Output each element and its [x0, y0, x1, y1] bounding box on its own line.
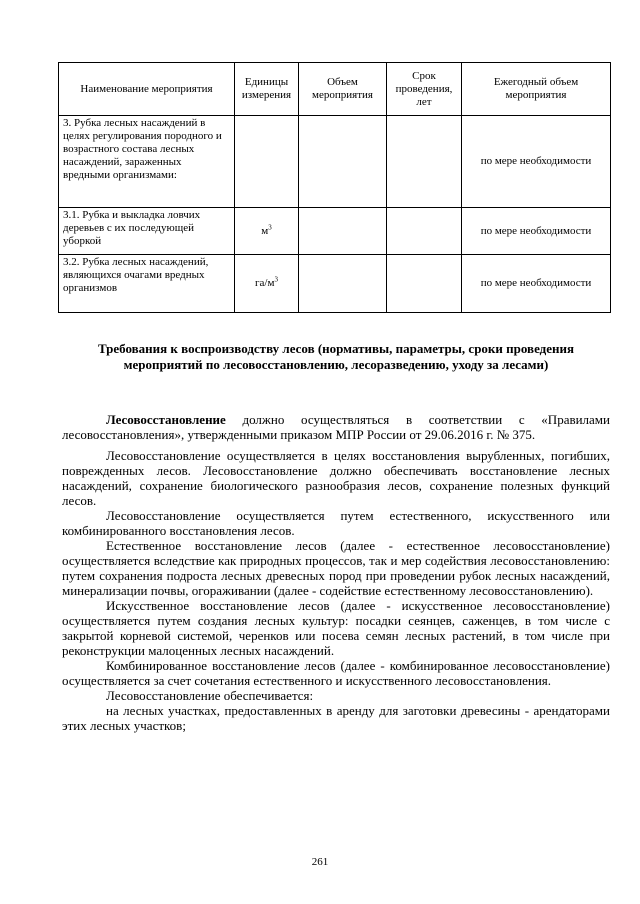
row-term	[387, 208, 462, 255]
row-unit	[235, 116, 299, 208]
bold-term: Лесовосстановление	[106, 412, 226, 427]
table-header-row	[59, 63, 611, 116]
row-annual: по мере необходимости	[462, 208, 611, 255]
row-term	[387, 116, 462, 208]
body-text	[62, 412, 610, 733]
row-unit: $м^3$	[235, 208, 299, 255]
paragraph: Лесовосстановление осуществляется путем естественного, искусственного или комбинированного восстановления лесов.	[62, 508, 610, 538]
paragraph: на лесных участках, предоставленных в аренду для заготовки древесины - арендаторами этих лесных участков;	[62, 703, 610, 733]
header-annual-volume: Ежегодный объем мероприятия	[462, 63, 611, 116]
row-volume	[299, 208, 387, 255]
paragraph: Искусственное восстановление лесов (далее - искусственное лесовосстановление) осуществляется путем создания лесных культур: посадки сеянцев, саженцев, в том числе с закрытой корневой системой, черенков или посева семян лесных растений, в том числе при реконструкции малоценных лесных насаждений.	[62, 598, 610, 658]
row-term	[387, 255, 462, 313]
header-term: Срок проведения, лет	[387, 63, 462, 116]
paragraph: Лесовосстановление осуществляется в целях восстановления вырубленных, погибших, поврежденных лесов. Лесовосстановление должно обеспечивать восстановление лесных насаждений, сохранение биологического разнообразия лесов, сохранение полезных функций лесов.	[62, 448, 610, 508]
paragraph: Лесовосстановление обеспечивается:	[106, 688, 314, 703]
section-heading: Требования к воспроизводству лесов (нормативы, параметры, сроки проведения мероприятий по лесовосстановлению, лесоразведению, уходу за лесами)	[97, 341, 575, 372]
measures-table	[58, 62, 611, 313]
paragraph: Лесовосстановление должно осуществляться в соответствии с «Правилами лесовосстановления», утвержденными приказом МПР России от 29.06.2016 г. № 375.	[62, 412, 610, 442]
row-annual: по мере необходимости	[462, 116, 611, 208]
row-name: 3. Рубка лесных насаждений в целях регулирования породного и возрастного состава лесных насаждений, зараженных вредными организмами:	[59, 116, 235, 208]
header-volume: Объем мероприятия	[299, 63, 387, 116]
table-row	[59, 116, 611, 208]
header-units: Единицы измерения	[235, 63, 299, 116]
row-name: 3.2. Рубка лесных насаждений, являющихся очагами вредных организмов	[59, 255, 235, 313]
page-number: 261	[311, 856, 329, 868]
header-measure-name: Наименование мероприятия	[59, 63, 235, 116]
row-name: 3.1. Рубка и выкладка ловчих деревьев с их последующей уборкой	[59, 208, 235, 255]
table-row	[59, 255, 611, 313]
paragraph: Комбинированное восстановление лесов (далее - комбинированное лесовосстановление) осуществляется за счет сочетания естественного и искусственного лесовосстановления.	[62, 658, 610, 688]
row-volume	[299, 116, 387, 208]
row-unit: $га/м^3$	[235, 255, 299, 313]
row-volume	[299, 255, 387, 313]
table-row	[59, 208, 611, 255]
row-annual: по мере необходимости	[462, 255, 611, 313]
paragraph: Естественное восстановление лесов (далее - естественное лесовосстановление) осуществляется вследствие как природных процессов, так и мер содействия лесовосстановлению: путем сохранения подроста лесных древесных пород при проведении рубок лесных насаждений, минерализации почвы, огораживании (далее - содействие естественному лесовосстановлению).	[62, 538, 610, 598]
